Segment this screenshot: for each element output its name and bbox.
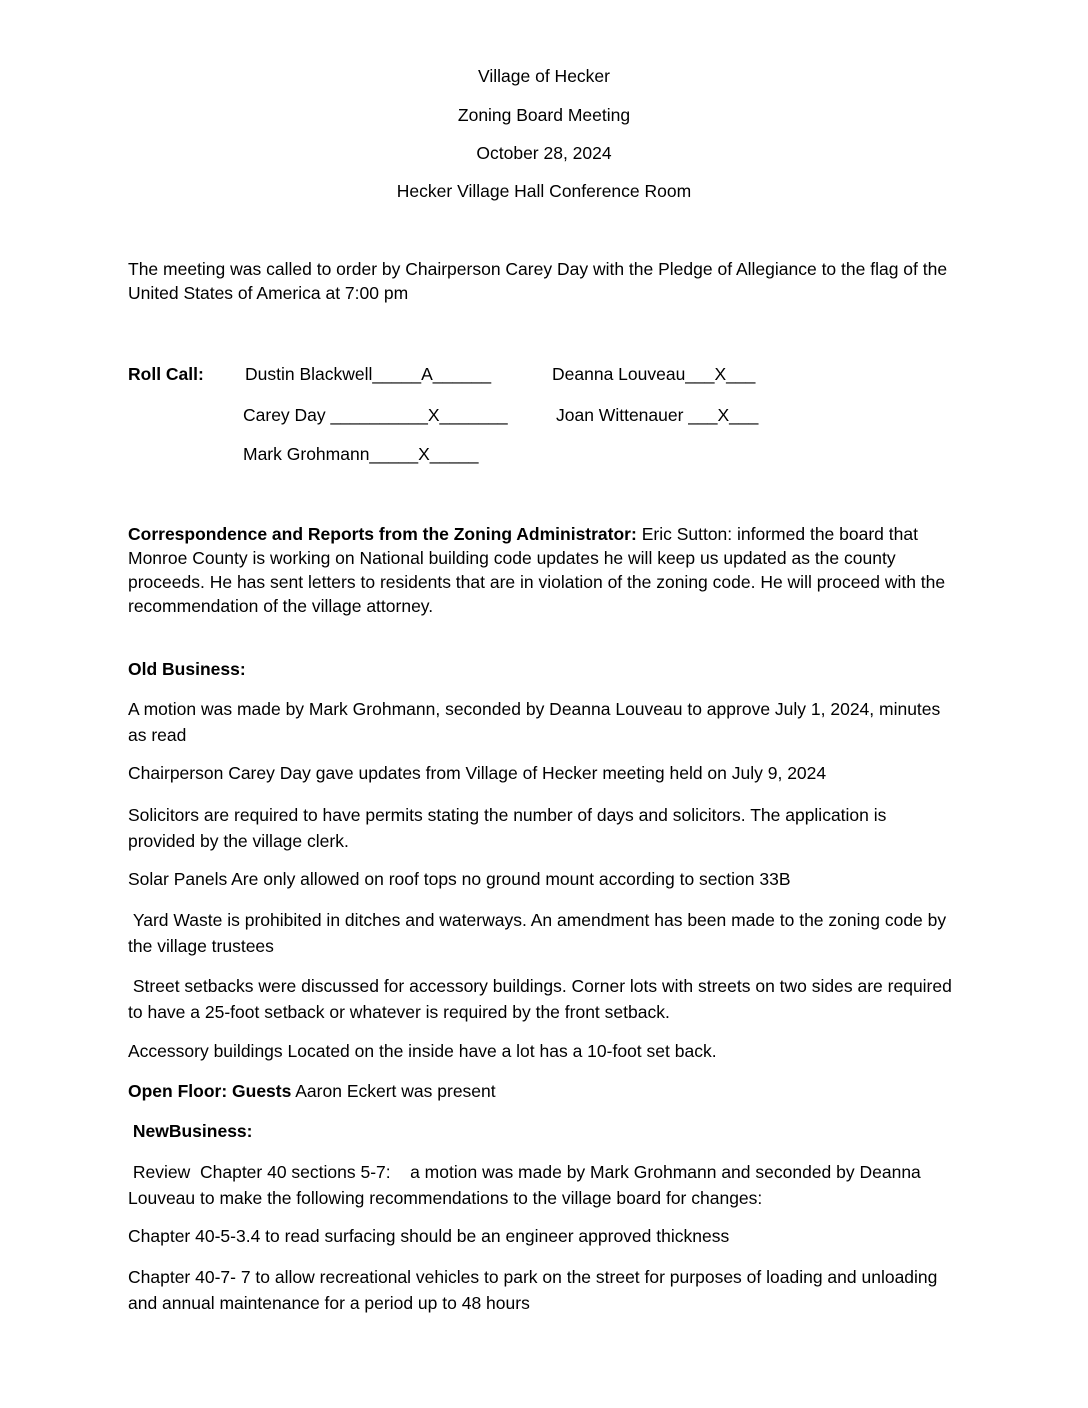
- roll-call-entry: Mark Grohmann_____X_____: [243, 444, 479, 464]
- old-business-item: Accessory buildings Located on the inside have a lot has a 10-foot set back.: [128, 1041, 717, 1061]
- open-floor-paragraph: [128, 1079, 958, 1103]
- new-business-item: Review Chapter 40 sections 5-7: a motion was made by Mark Grohmann and seconded by Deanna Louveau to make the following recommendations to the village board for changes:: [128, 1162, 926, 1208]
- roll-call-entry: Joan Wittenauer ___X___: [556, 405, 759, 425]
- header-meeting-location: Hecker Village Hall Conference Room: [396, 181, 692, 201]
- header-village-name: Village of Hecker: [478, 66, 610, 86]
- old-business-item: Yard Waste is prohibited in ditches and waterways. An amendment has been made to the zoning code by the village trustees: [128, 910, 952, 956]
- header-meeting-title: Zoning Board Meeting: [457, 105, 631, 125]
- old-business-item: Solicitors are required to have permits stating the number of days and solicitors. The application is provided by the village clerk.: [128, 805, 887, 851]
- correspondence-text: Eric Sutton: informed the board that Monroe County is working on National building code updates he will keep us updated as the county proceeds. He has sent letters to residents that are in violation of the zoning code. He will proceed with the recommendation of the village attorney.: [128, 524, 946, 616]
- roll-call-label: Roll Call:: [128, 364, 204, 384]
- old-business-item: A motion was made by Mark Grohmann, seconded by Deanna Louveau to approve July 1, 2024, minutes as read: [128, 699, 941, 745]
- roll-call-entry: Deanna Louveau___X___: [552, 364, 756, 384]
- roll-call-entry: Dustin Blackwell_____A______: [245, 364, 492, 384]
- old-business-item: Chairperson Carey Day gave updates from Village of Hecker meeting held on July 9, 2024: [128, 763, 827, 783]
- open-floor-heading: Open Floor: Guests: [128, 1081, 292, 1101]
- new-business-heading: NewBusiness:: [128, 1121, 253, 1141]
- header-meeting-date: October 28, 2024: [476, 143, 612, 163]
- old-business-heading: Old Business:: [128, 659, 246, 679]
- new-business-item: Chapter 40-7- 7 to allow recreational vehicles to park on the street for purposes of loading and unloading and annual maintenance for a period up to 48 hours: [128, 1267, 938, 1313]
- call-to-order-paragraph: The meeting was called to order by Chairperson Carey Day with the Pledge of Allegiance to the flag of the United States of America at 7:00 pm: [128, 259, 948, 303]
- new-business-item: Chapter 40-5-3.4 to read surfacing should be an engineer approved thickness: [128, 1226, 730, 1246]
- roll-call-entry: Carey Day __________X_______: [243, 405, 508, 425]
- correspondence-paragraph: [128, 522, 958, 618]
- old-business-item: Solar Panels Are only allowed on roof tops no ground mount according to section 33B: [128, 869, 791, 889]
- old-business-item: Street setbacks were discussed for accessory buildings. Corner lots with streets on two sides are required to have a 25-foot setback or whatever is required by the front setback.: [128, 976, 957, 1022]
- open-floor-text: Aaron Eckert was present: [291, 1081, 496, 1101]
- correspondence-heading: Correspondence and Reports from the Zoning Administrator:: [128, 524, 637, 544]
